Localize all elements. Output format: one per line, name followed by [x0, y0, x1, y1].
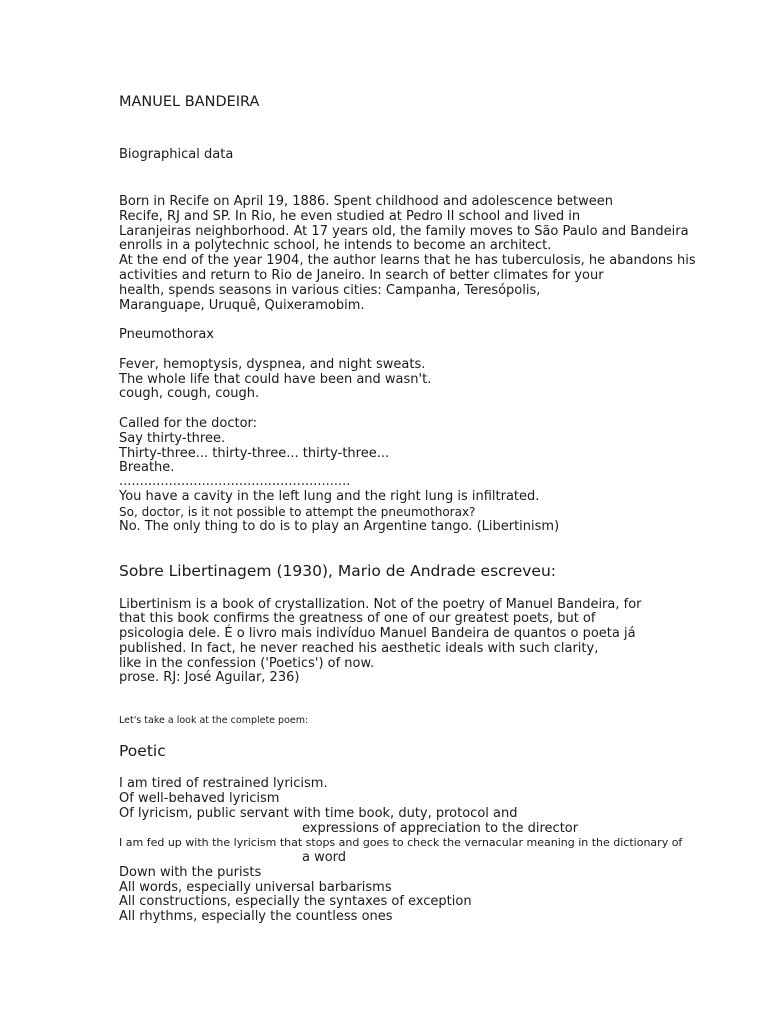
bio-line: enrolls in a polytechnic school, he intends to become an architect. [119, 238, 552, 253]
quote-line: psicologia dele. É o livro mais indivíduo Manuel Bandeira de quantos o poeta já [119, 626, 636, 641]
poem2-line: Down with the purists [119, 865, 262, 880]
poem2-line-indented: a word [302, 850, 347, 865]
poem2-title: Poetic [119, 742, 166, 760]
intro-note: Let's take a look at the complete poem: [119, 715, 309, 726]
document-title: MANUEL BANDEIRA [119, 94, 260, 110]
section2-heading: Sobre Libertinagem (1930), Mario de Andrade escreveu: [119, 562, 557, 580]
quote-line: Libertinism is a book of crystallization. Not of the poetry of Manuel Bandeira, for [119, 597, 642, 612]
poem1-line: Called for the doctor: [119, 416, 258, 431]
poem1-line: Fever, hemoptysis, dyspnea, and night sweats. [119, 357, 426, 372]
bio-line: Laranjeiras neighborhood. At 17 years old, the family moves to São Paulo and Bandeira [119, 224, 689, 239]
poem2-line: Of lyricism, public servant with time book, duty, protocol and [119, 806, 518, 821]
poem1-line: Say thirty-three. [119, 431, 226, 446]
bio-line: At the end of the year 1904, the author learns that he has tuberculosis, he abandons his [119, 253, 696, 268]
quote-line: that this book confirms the greatness of one of our greatest poets, but of [119, 611, 596, 626]
poem2-line: All constructions, especially the syntaxes of exception [119, 894, 472, 909]
poem2-line: All rhythms, especially the countless ones [119, 909, 393, 924]
quote-line: published. In fact, he never reached his aesthetic ideals with such clarity, [119, 641, 599, 656]
bio-line: health, spends seasons in various cities: Campanha, Teresópolis, [119, 283, 541, 298]
poem1-line: The whole life that could have been and wasn't. [119, 372, 432, 387]
poem2-line: I am tired of restrained lyricism. [119, 776, 328, 791]
bio-line: Maranguape, Uruquê, Quixeramobim. [119, 298, 365, 313]
poem1-line: You have a cavity in the left lung and the right lung is infiltrated. [119, 489, 540, 504]
poem1-line: So, doctor, is it not possible to attempt the pneumothorax? [119, 505, 476, 519]
poem1-line: Breathe. [119, 460, 175, 475]
poem2-line-indented: expressions of appreciation to the director [302, 821, 579, 836]
poem1-line: cough, cough, cough. [119, 386, 260, 401]
bio-line: Recife, RJ and SP. In Rio, he even studied at Pedro II school and lived in [119, 209, 581, 224]
quote-line: prose. RJ: José Aguilar, 236) [119, 670, 300, 685]
poem1-divider-dots: ........................................................ [119, 474, 351, 489]
bio-line: Born in Recife on April 19, 1886. Spent childhood and adolescence between [119, 194, 613, 209]
poem2-line: I am fed up with the lyricism that stops and goes to check the vernacular meaning in the dictionary of [119, 836, 683, 849]
biographical-heading: Biographical data [119, 147, 234, 162]
poem1-title: Pneumothorax [119, 327, 214, 342]
poem1-line: No. The only thing to do is to play an Argentine tango. (Libertinism) [119, 519, 560, 534]
bio-line: activities and return to Rio de Janeiro. In search of better climates for your [119, 268, 604, 283]
poem2-line: Of well-behaved lyricism [119, 791, 280, 806]
poem1-line: Thirty-three... thirty-three... thirty-three... [119, 446, 390, 461]
quote-line: like in the confession ('Poetics') of now. [119, 656, 375, 671]
poem2-line: All words, especially universal barbarisms [119, 880, 392, 895]
